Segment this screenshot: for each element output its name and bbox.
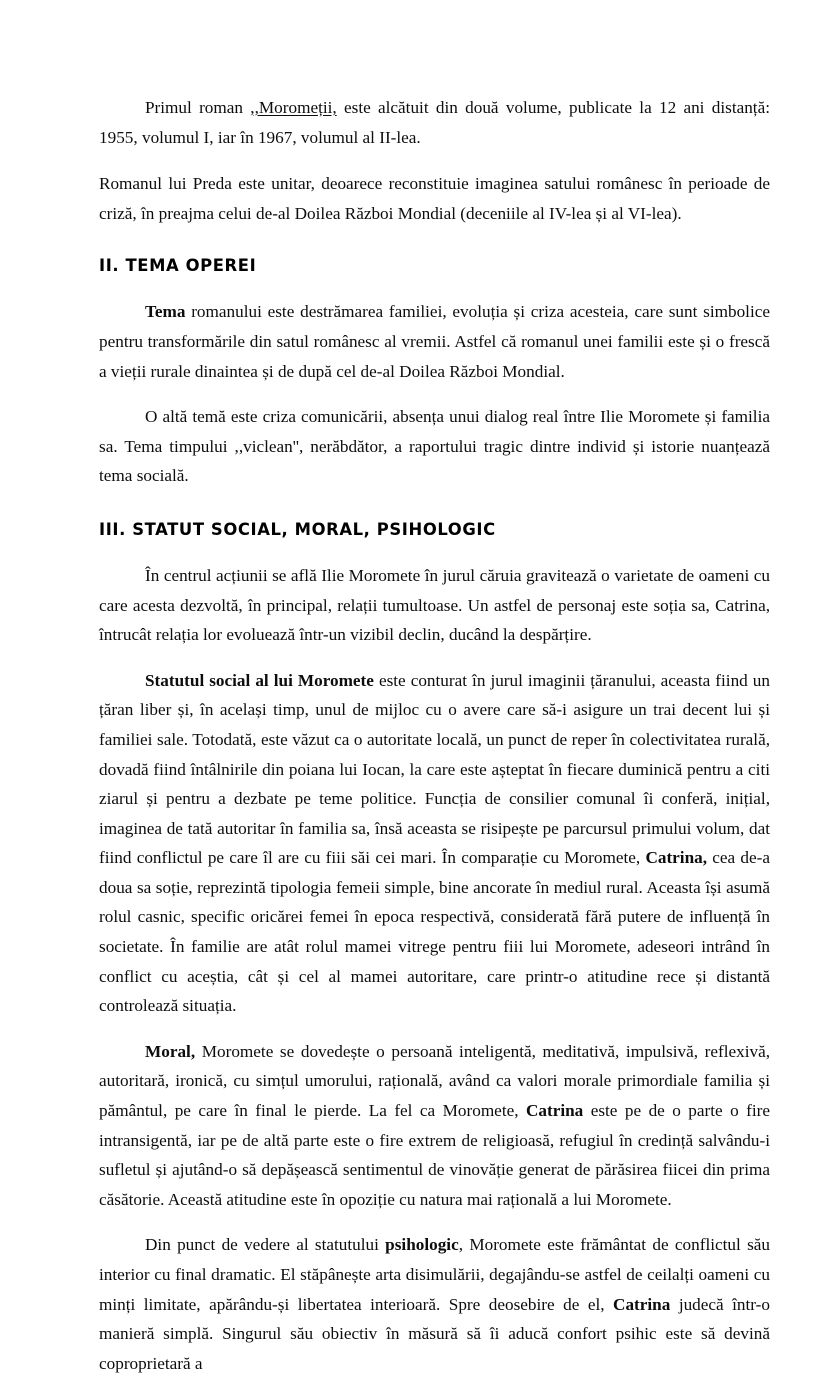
paragraph-statutul-bold-lead: Statutul social al lui Moromete <box>145 670 374 690</box>
paragraph-psihologic-part1: , Moromete este frământat de conflictul său interior cu final dramatic. El stăpânește arta disimulării, degajându-se astfel de ceilalți oameni cu minți limitate, apărându-și libertatea interioară. Spre deosebire de el, <box>99 1235 770 1314</box>
paragraph-psihologic <box>99 1230 770 1378</box>
paragraph-statutul-bold-catrina: Catrina, <box>645 848 708 868</box>
paragraph-statutul-part2: cea de-a doua sa soție, reprezintă tipologia femeii simple, bine ancorate în mediul rural. Aceasta își asumă rolul casnic, specific oricărei femei în epoca respectivă, considerată fără putere de influență în societate. În familie are atât rolul mamei vitrege pentru fiii lui Moromete, adeseori intrând în conflict cu aceștia, cât și cel al mamei autoritare, care printr-o atitudine rece și distantă controlează situația. <box>99 848 770 1016</box>
novel-title-underlined: ,,Moromeții, <box>250 98 337 117</box>
paragraph-intro-rest: este alcătuit din două volume, publicate la 12 ani distanță: 1955, volumul I, iar în 1967, volumul al II-lea. <box>99 98 770 147</box>
heading-statut-social: III. STATUT SOCIAL, MORAL, PSIHOLOGIC <box>99 519 496 539</box>
paragraph-statutul-part1: este conturat în jurul imaginii țăranului, aceasta fiind un țăran liber și, în același timp, unul de mijloc cu o avere care să-i asigure un trai decent lui și familiei sale. Totodată, este văzut ca o autoritate locală, un punct de reper în colectivitatea rurală, dovadă fiind întâlnirile din poiana lui Iocan, la care este așteptat în fiecare duminică pentru a citi ziarul și pentru a dezbate pe teme politice. Funcția de consilier comunal îi conferă, inițial, imaginea de tată autoritar în familia sa, însă aceasta se risipește pe parcursul primului volum, dat fiind conflictul pe care îl are cu fiii săi cei mari. În comparație cu Moromete, <box>99 670 770 868</box>
paragraph-alta-tema: O altă temă este criza comunicării, absența unui dialog real între Ilie Moromete și familia sa. Tema timpului ,,viclean'', nerăbdător, a raportului tragic dintre individ și istorie nuanțează tema socială. <box>99 407 770 486</box>
paragraph-tema-bold-lead: Tema <box>145 302 186 322</box>
paragraph-moral-part1: Moromete se dovedește o persoană inteligentă, meditativă, impulsivă, reflexivă, autoritară, ironică, cu simțul umorului, rațională, având ca valori morale primordiale familia și pământul, pe care în final le pierde. La fel ca Moromete, <box>99 1041 770 1121</box>
paragraph-psihologic-part0: Din punct de vedere al statutului <box>145 1235 386 1255</box>
paragraph-psihologic-part2: judecă într-o manieră simplă. Singurul său obiectiv în măsură să îi aducă confort psihic este să devină coproprietară a <box>99 1294 770 1373</box>
paragraph-psihologic-bold-catrina: Catrina <box>613 1294 671 1314</box>
paragraph-intro <box>99 93 770 152</box>
paragraph-moral-part2: este pe de o parte o fire intransigentă, iar pe de altă parte este o fire extrem de religioasă, refugiul în credință salvându-i sufletul și ajutând-o să depășească sentimentul de vinovăție generat de părăsirea fiicei din prima căsătorie. Această atitudine este în opoziție cu natura mai rațională a lui Moromete. <box>99 1101 770 1209</box>
paragraph-intro-lead: Primul roman <box>145 98 251 117</box>
paragraph-psihologic-bold-psihologic: psihologic <box>385 1235 459 1255</box>
paragraph-tema-rest: romanului este destrămarea familiei, evoluția și criza acesteia, care sunt simbolice pentru transformările din satul românesc al vremii. Astfel că romanul unei familii este și o frescă a vieții rurale dinaintea și de după cel de-al Doilea Război Mondial. <box>99 302 770 381</box>
paragraph-statutul-social <box>99 666 770 1021</box>
paragraph-moral <box>99 1037 770 1215</box>
paragraph-moral-bold-lead: Moral, <box>145 1041 196 1061</box>
document-body <box>99 93 770 1378</box>
heading-tema-operei: II. TEMA OPEREI <box>99 256 257 276</box>
paragraph-moral-bold-catrina: Catrina <box>525 1101 584 1121</box>
paragraph-tema <box>99 297 770 386</box>
paragraph-centru-actiunii: În centrul acțiunii se află Ilie Moromete în jurul căruia gravitează o varietate de oameni cu care acesta dezvoltă, în principal, relații tumultoase. Un astfel de personaj este soția sa, Catrina, întrucât relația lor evoluează într-un vizibil declin, ducând la despărțire. <box>99 565 770 645</box>
paragraph-romanul: Romanul lui Preda este unitar, deoarece reconstituie imaginea satului românesc în perioade de criză, în preajma celui de-al Doilea Război Mondial (deceniile al IV-lea și al VI-lea). <box>99 174 770 223</box>
